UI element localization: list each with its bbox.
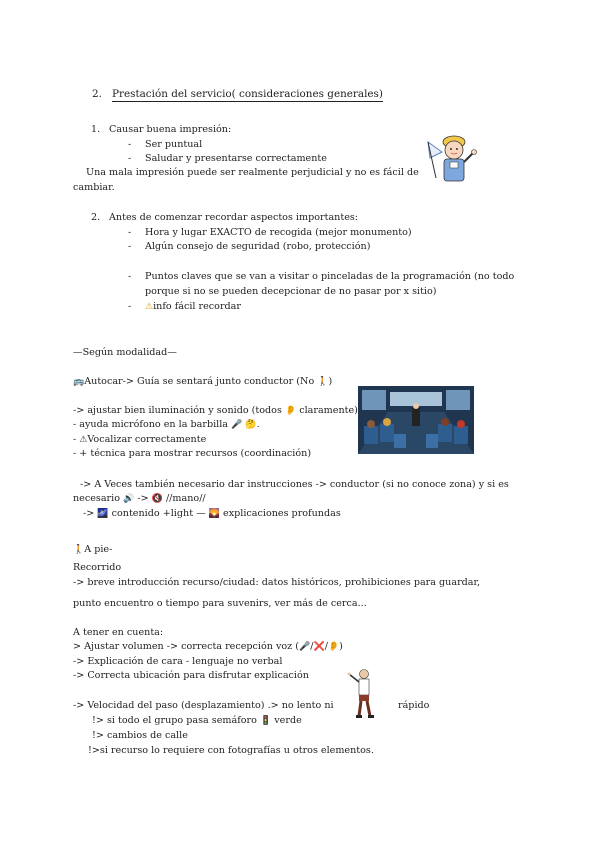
- item2-bullet: Puntos claves que se van a visitar o pinceladas de la programación (no todo: [145, 271, 515, 282]
- bullet-dash: -: [128, 153, 132, 164]
- recorrido-heading: Recorrido: [73, 562, 122, 573]
- night-sky-icon: 🌌: [97, 509, 109, 519]
- autocar-line: [73, 492, 206, 506]
- item1-title: Causar buena impresión:: [109, 124, 232, 135]
- autocar-title: [73, 375, 332, 389]
- ear-icon: 👂: [284, 406, 297, 416]
- item1-number: 1.: [91, 124, 101, 135]
- autocar-line: [73, 404, 358, 418]
- bus-interior-illustration: [358, 386, 474, 454]
- apie-title: [73, 543, 112, 557]
- item2-number: 2.: [91, 212, 101, 223]
- item2-title: Antes de comenzar recordar aspectos importantes:: [109, 212, 359, 223]
- tener-line: rápido: [398, 700, 430, 711]
- autocar-line-text: ->: [83, 508, 95, 519]
- tener-line: !> cambios de calle: [92, 730, 188, 741]
- tener-line-text: verde: [274, 715, 302, 726]
- autocar-line-text: - ayuda micrófono en la barbilla: [73, 419, 229, 430]
- item2-bullet-continuation: porque si no se pueden decepcionar de no pasar por x sitio): [145, 286, 437, 297]
- autocar-line: [73, 418, 260, 432]
- person-icon: 🚶: [317, 377, 329, 387]
- tener-line: -> Velocidad del paso (desplazamiento) .> no lento ni: [73, 700, 334, 711]
- autocar-line: - + técnica para mostrar recursos (coordinación): [73, 448, 312, 459]
- walking-person-icon: 🚶: [73, 545, 85, 555]
- autocar-title-end: ): [328, 376, 333, 387]
- tener-line: -> Explicación de cara - lenguaje no verbal: [73, 656, 283, 667]
- autocar-line-text: Vocalizar correctamente: [87, 434, 207, 445]
- item1-bullet: Ser puntual: [145, 139, 203, 150]
- item2-bullet: [145, 300, 241, 314]
- bus-icon: 🚌: [73, 377, 85, 387]
- sunset-icon: 🌄: [208, 509, 220, 519]
- warning-icon: ⚠: [145, 302, 154, 312]
- autocar-line: [83, 507, 341, 521]
- bullet-dash: -: [128, 139, 132, 150]
- microphone-icon: 🎤: [299, 642, 311, 652]
- recorrido-line: -> breve introducción recurso/ciudad: datos históricos, prohibiciones para guardar,: [73, 577, 481, 588]
- item1-note: Una mala impresión puede ser realmente perjudicial y no es fácil de: [86, 167, 419, 178]
- autocar-line: -> A Veces también necesario dar instrucciones -> conductor (si no conoce zona) y si es: [80, 479, 509, 490]
- bullet-dash: -: [128, 241, 132, 252]
- tener-heading: A tener en cuenta:: [73, 627, 164, 638]
- autocar-line-text: contenido +light —: [111, 508, 206, 519]
- autocar-line-text: necesario: [73, 493, 120, 504]
- autocar-line-text: -> ajustar bien iluminación y sonido (todos: [73, 405, 282, 416]
- item2-bullet: Hora y lugar EXACTO de recogida (mejor monumento): [145, 227, 412, 238]
- traffic-light-icon: 🚦: [259, 716, 272, 726]
- cross-mark-icon: ❌: [313, 642, 325, 652]
- tener-line: -> Correcta ubicación para disfrutar explicación: [73, 670, 309, 681]
- microphone-icon: 🎤: [231, 420, 243, 430]
- apie-title-text: A pie-: [84, 544, 113, 555]
- autocar-line: [73, 433, 206, 447]
- bullet-dash: -: [128, 301, 132, 312]
- autocar-line-text: //mano//: [165, 493, 206, 504]
- section-number: 2.: [92, 88, 102, 100]
- bullet-dash: -: [128, 227, 132, 238]
- recorrido-line: punto encuentro o tiempo para suvenirs, ver más de cerca...: [73, 598, 367, 609]
- tener-line-text: ): [339, 641, 343, 652]
- item2-bullet-text: info fácil recordar: [153, 301, 241, 312]
- tener-line: [92, 714, 302, 728]
- pointing-guide-illustration: [346, 668, 382, 720]
- section-title: Prestación del servicio( consideraciones generales): [112, 88, 383, 100]
- item1-note: cambiar.: [73, 182, 115, 193]
- warning-icon: ⚠: [79, 435, 88, 445]
- item1-bullet: Saludar y presentarse correctamente: [145, 153, 327, 164]
- autocar-title-text: Autocar-> Guía se sentará junto conductor (No: [84, 376, 315, 387]
- autocar-line-text: explicaciones profundas: [223, 508, 341, 519]
- modalidad-heading: —Según modalidad—: [73, 347, 177, 358]
- tener-line: > Ajustar volumen -> correcta recepción voz (🎤/❌/👂): [73, 641, 343, 652]
- autocar-line-prefix: -: [73, 434, 80, 445]
- autocar-line-text: ->: [137, 493, 149, 504]
- tour-guide-illustration: [422, 132, 484, 184]
- item2-bullet: Algún consejo de seguridad (robo, protección): [145, 241, 371, 252]
- autocar-line-text: claramente): [299, 405, 358, 416]
- thinking-face-icon: 🤔: [245, 420, 257, 430]
- tener-line-text: !> si todo el grupo pasa semáforo: [92, 715, 257, 726]
- speaker-icon: 🔊: [123, 494, 135, 504]
- tener-line: !>si recurso lo requiere con fotografías u otros elementos.: [88, 745, 374, 756]
- bullet-dash: -: [128, 271, 132, 282]
- tener-line-text: > Ajustar volumen -> correcta recepción voz (: [73, 641, 300, 652]
- autocar-line-text: .: [256, 419, 260, 430]
- muted-icon: 🔇: [151, 494, 163, 504]
- ear-icon: 👂: [327, 642, 340, 652]
